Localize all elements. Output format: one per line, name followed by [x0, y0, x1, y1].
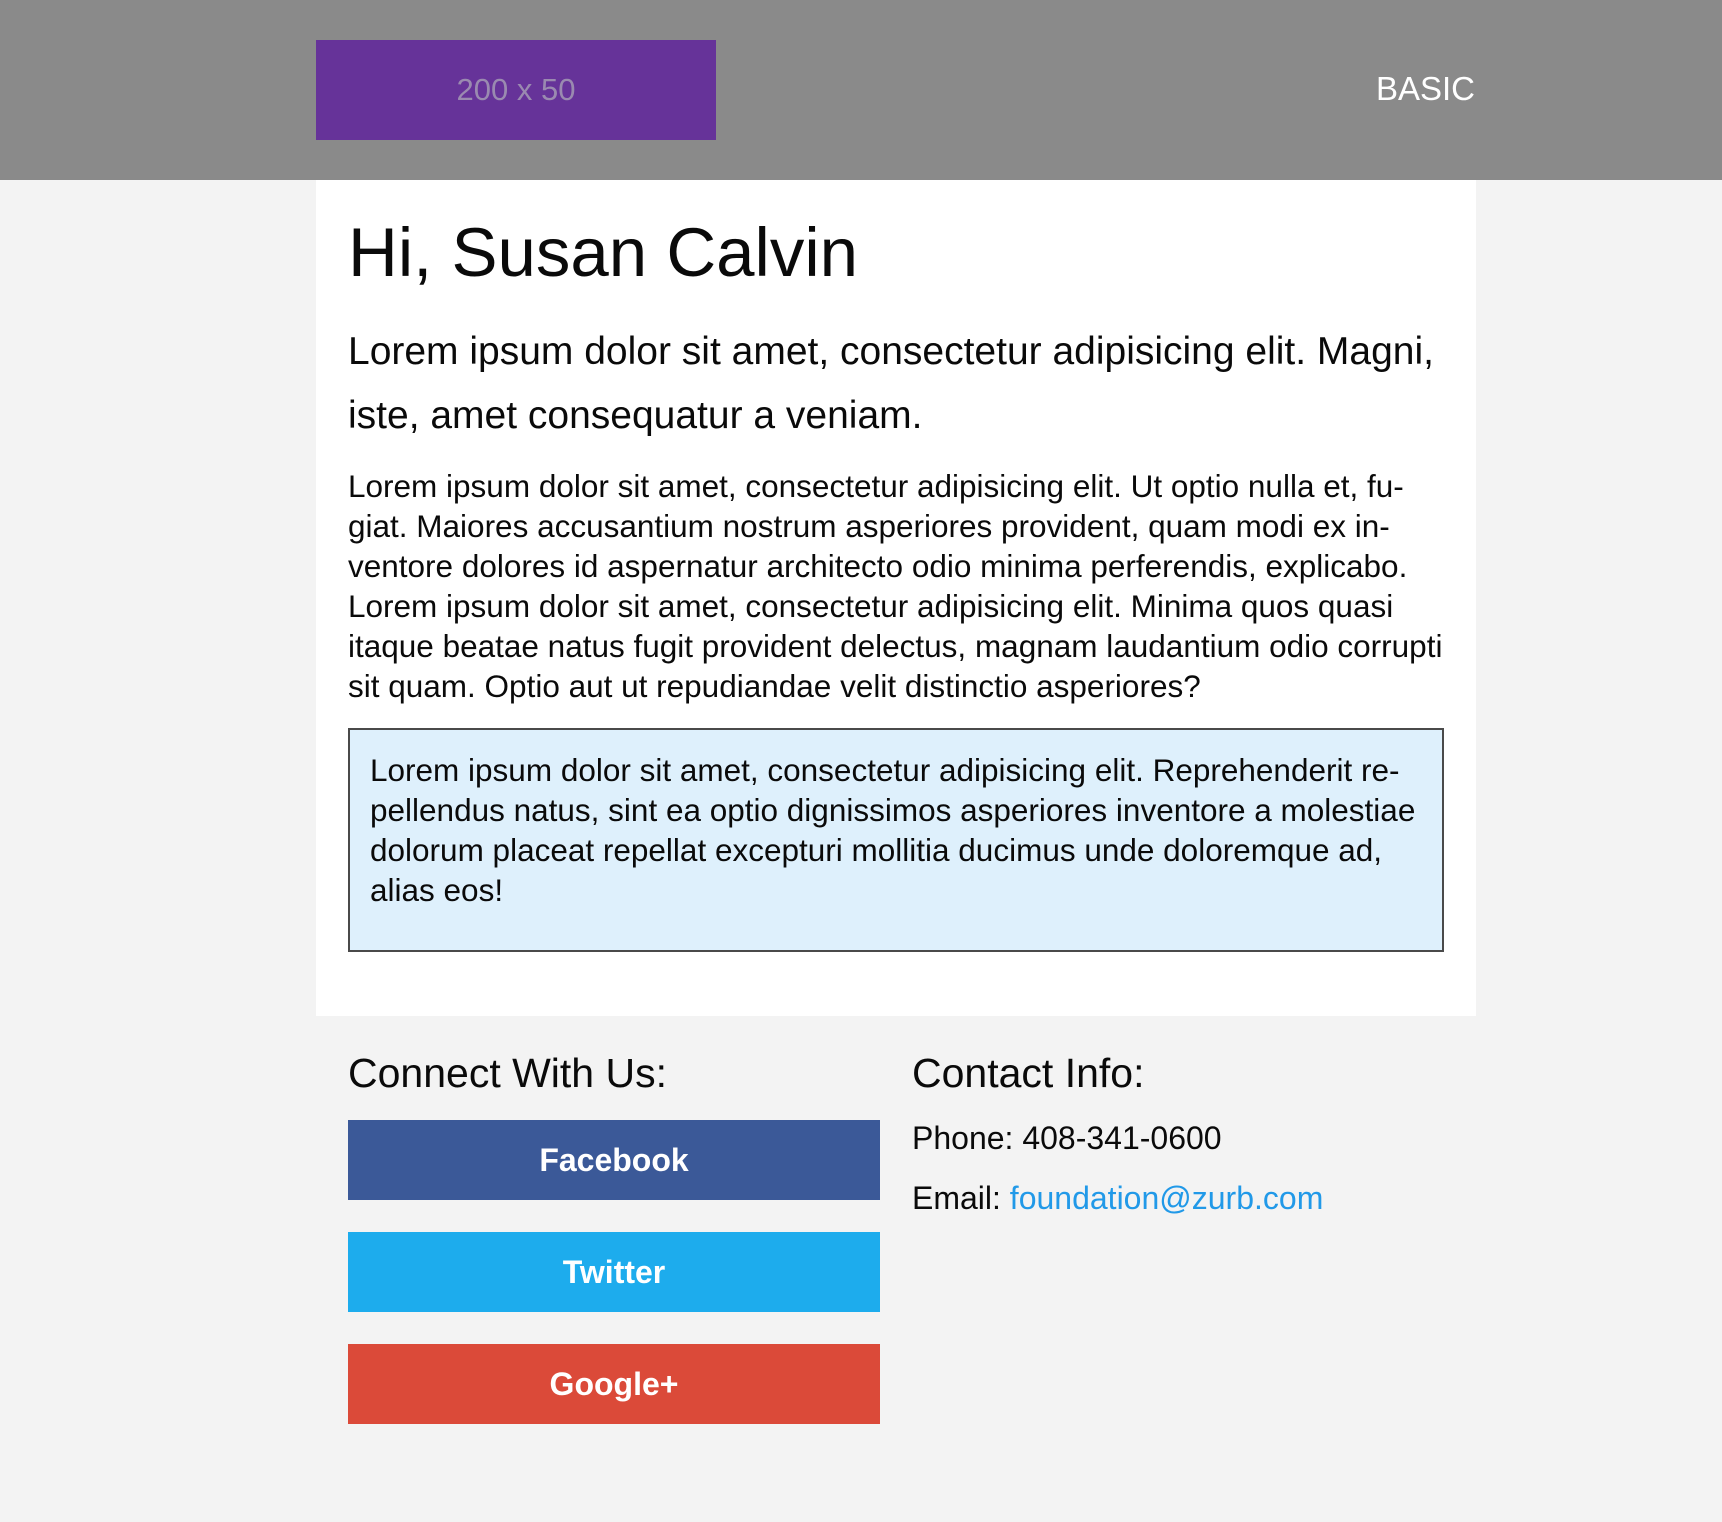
logo-placeholder-text: 200 x 50: [456, 72, 576, 107]
facebook-button-label: Facebook: [539, 1141, 689, 1178]
twitter-button-label: Twitter: [562, 1253, 666, 1290]
twitter-button[interactable]: [348, 1232, 880, 1312]
logo-placeholder: [316, 40, 716, 140]
email-link[interactable]: foundation@zurb.com: [1009, 1180, 1324, 1216]
footer: [316, 1016, 1476, 1436]
greeting-heading: Hi, Susan Calvin: [348, 214, 859, 291]
facebook-button[interactable]: [348, 1120, 880, 1200]
lead-paragraph: Lorem ipsum dolor sit amet, consectetur adipisicing elit. Magni, iste, amet consequatur a veniam.: [348, 330, 1434, 437]
google-plus-button-label: Google+: [549, 1365, 679, 1402]
phone-number: 408-341-0600: [1022, 1120, 1222, 1156]
callout-box: [348, 728, 1444, 952]
email-line: [912, 1178, 1323, 1218]
connect-heading: Connect With Us:: [348, 1050, 667, 1096]
google-plus-button[interactable]: [348, 1344, 880, 1424]
callout-text: Lorem ipsum dolor sit amet, consectetur adipisicing elit. Reprehenderit repellendus natus, sint ea optio dignissimos asperiores inventore a molestiae dolorum placeat repellat excepturi mollitia ducimus unde doloremque ad, alias eos!: [370, 752, 1416, 908]
phone-label: Phone:: [912, 1120, 1023, 1156]
header-label: BASIC: [1375, 70, 1475, 107]
header-bar: [0, 0, 1722, 180]
main-content: [316, 180, 1476, 1016]
email-label: Email:: [912, 1180, 1010, 1216]
phone-line: [912, 1118, 1222, 1158]
body-paragraph: Lorem ipsum dolor sit amet, consectetur adipisicing elit. Ut optio nulla et, fugiat. Maiores accusantium nostrum asperiores provident, quam modi ex inventore dolores id aspernatur architecto odio minima perferendis, explicabo. Lorem ipsum dolor sit amet, consectetur adipisicing elit. Minima quos quasi itaque beatae natus fugit provident delectus, magnam laudantium odio corrupti sit quam. Optio aut ut repudiandae velit distinctio asperiores?: [348, 468, 1443, 704]
contact-heading: Contact Info:: [912, 1050, 1145, 1096]
